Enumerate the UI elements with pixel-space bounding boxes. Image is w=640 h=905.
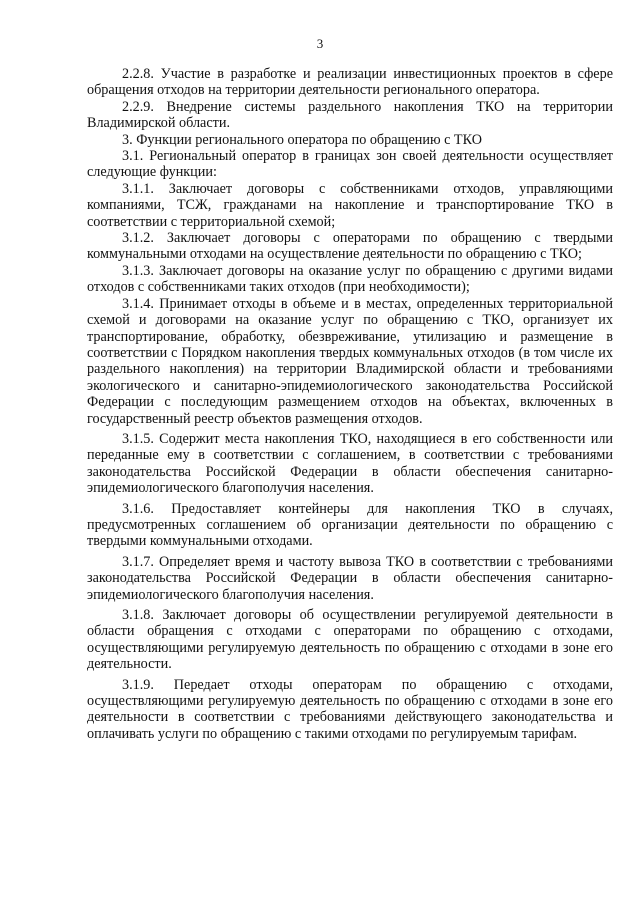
- paragraph-3-1-9: 3.1.9. Передает отходы операторам по обращению с отходами, осуществляющими регулируемую деятельность по обращению с отходами в зоне его деятельности в соответствии с требованиями действующего законодательства и оплачивать услуги по обращению с такими отходами по регулируемым тарифам.: [87, 676, 613, 742]
- paragraph-3-1: 3.1. Региональный оператор в границах зон своей деятельности осуществляет следующие функции:: [87, 148, 613, 181]
- paragraph-2-2-9: 2.2.9. Внедрение системы раздельного накопления ТКО на территории Владимирской области.: [87, 98, 613, 132]
- document-body: [87, 66, 613, 742]
- paragraph-3-1-2: 3.1.2. Заключает договоры с операторами по обращению с твердыми коммунальными отходами на осуществление деятельности по обращению с ТКО;: [87, 230, 613, 263]
- paragraph-3-1-5: 3.1.5. Содержит места накопления ТКО, находящиеся в его собственности или переданные ему в соответствии с соглашением, в соответствии с требованиями законодательства Российской Федерации в области обеспечения санитарно-эпидемиологического благополучия населения.: [87, 430, 613, 497]
- paragraph-3-1-1: 3.1.1. Заключает договоры с собственниками отходов, управляющими компаниями, ТСЖ, гражданами на накопление и транспортирование ТКО в соответствии с территориальной схемой;: [87, 180, 613, 230]
- paragraph-3-1-7: 3.1.7. Определяет время и частоту вывоза ТКО в соответствии с требованиями законодательства Российской Федерации в области обеспечения санитарно-эпидемиологического благополучия населения.: [87, 553, 613, 603]
- paragraph-3-1-8: 3.1.8. Заключает договоры об осуществлении регулируемой деятельности в области обращения с отходами с операторами по обращению с отходами, осуществляющими регулируемую деятельность по обращению с отходами в зоне его деятельности.: [87, 607, 613, 673]
- section-title: 3. Функции регионального оператора по обращению с ТКО: [122, 131, 482, 148]
- paragraph-3-1-6: 3.1.6. Предоставляет контейнеры для накопления ТКО в случаях, предусмотренных соглашением об организации деятельности по обращению с твердыми коммунальными отходами.: [87, 500, 613, 550]
- page-number: 3: [316, 36, 324, 51]
- paragraph-3-1-3: 3.1.3. Заключает договоры на оказание услуг по обращению с другими видами отходов с собственниками таких отходов (при необходимости);: [87, 262, 613, 296]
- paragraph-3-1-4: 3.1.4. Принимает отходы в объеме и в местах, определенных территориальной схемой и договорами на оказание услуг по обращению с ТКО, организует их транспортирование, обработку, обезвреживание, утилизацию и размещение в соответствии с Порядком накопления твердых коммунальных отходов (в том числе их раздельного накопления) на территории Владимирской области и требованиями экологического и санитарно-эпидемиологического законодательства Российской Федерации с последующим размещением отходов на объектах, включенных в государственный реестр объектов размещения отходов.: [87, 295, 613, 427]
- paragraph-2-2-8: 2.2.8. Участие в разработке и реализации инвестиционных проектов в сфере обращения отходов на территории деятельности регионального оператора.: [87, 66, 613, 99]
